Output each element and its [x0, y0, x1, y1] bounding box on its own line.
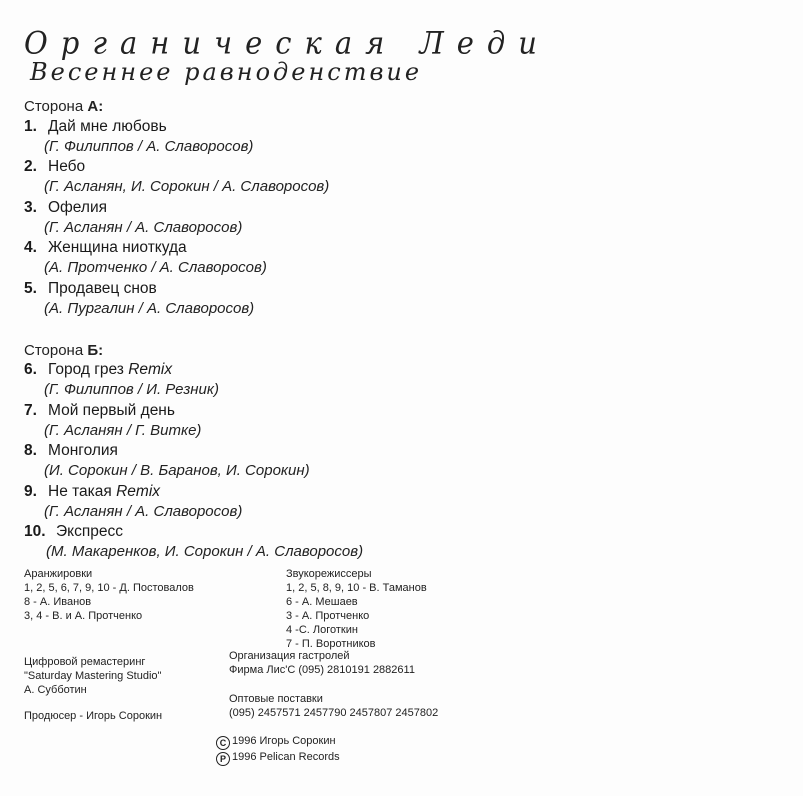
track-credit: (Г. Асланян, И. Сорокин / А. Славоросов)	[44, 178, 330, 195]
track-title-text: Дай мне любовь	[48, 118, 167, 135]
remastering-engineer: А. Субботин	[24, 684, 87, 696]
engineers-line: 1, 2, 5, 8, 9, 10 - В. Таманов	[286, 582, 427, 594]
remastering-block	[24, 655, 161, 697]
track-item	[24, 158, 624, 198]
engineers-heading: Звукорежиссеры	[286, 568, 372, 580]
engineers-line: 6 - А. Мешаев	[286, 596, 358, 608]
tour-contact: Фирма Лис'С (095) 2810191 2882611	[229, 664, 415, 676]
phonogram-text: 1996 Pelican Records	[232, 751, 340, 763]
track-title-text: Женщина ниоткуда	[48, 239, 187, 256]
album-artist-title: Органическая Леди	[24, 25, 550, 61]
track-title-text: Город грез	[48, 361, 129, 378]
engineers-line: 4 -С. Логоткин	[286, 624, 358, 636]
arrangements-line: 3, 4 - В. и А. Протченко	[24, 610, 143, 622]
track-item	[24, 199, 624, 239]
track-remix: Remix	[116, 483, 161, 500]
track-title	[48, 118, 167, 136]
track-credit: (И. Сорокин / В. Баранов, И. Сорокин)	[44, 462, 310, 479]
side-a-prefix: Сторона	[24, 98, 88, 115]
track-title	[48, 442, 118, 460]
track-number: 7.	[24, 402, 37, 419]
producer-credit: Продюсер - Игорь Сорокин	[24, 710, 163, 722]
track-number: 6.	[24, 361, 37, 378]
track-credit: (Г. Филиппов / И. Резник)	[44, 381, 219, 398]
phonogram-icon: P	[216, 752, 230, 766]
track-credit: (М. Макаренков, И. Сорокин / А. Славоросов)	[46, 543, 364, 560]
track-title-text: Не такая	[48, 483, 117, 500]
track-title	[48, 483, 160, 501]
track-credit: (Г. Асланян / Г. Витке)	[44, 422, 202, 439]
track-item	[24, 402, 624, 442]
tour-heading: Организация гастролей	[229, 650, 350, 662]
side-a-label	[24, 98, 103, 115]
track-title	[48, 402, 175, 420]
track-title-text: Офелия	[48, 199, 108, 216]
track-number: 2.	[24, 158, 37, 175]
copyright-text: 1996 Игорь Сорокин	[232, 735, 336, 747]
side-b-letter: Б:	[87, 342, 104, 359]
phonogram-line	[216, 750, 340, 766]
copyright-block	[216, 734, 340, 766]
track-credit: (А. Протченко / А. Славоросов)	[44, 259, 267, 276]
arrangements-heading: Аранжировки	[24, 568, 93, 580]
track-credit: (Г. Филиппов / А. Славоросов)	[44, 138, 254, 155]
copyright-line	[216, 734, 340, 750]
track-item	[24, 239, 624, 279]
track-number: 3.	[24, 199, 37, 216]
album-subtitle: Весеннее равноденствие	[30, 58, 423, 86]
side-b-prefix: Сторона	[24, 342, 88, 359]
side-b-label	[24, 342, 103, 359]
track-title	[48, 158, 85, 176]
track-number: 8.	[24, 442, 37, 459]
remastering-studio: "Saturday Mastering Studio"	[24, 670, 162, 682]
track-credit: (А. Пургалин / А. Славоросов)	[44, 300, 255, 317]
track-item	[24, 118, 624, 158]
track-remix: Remix	[128, 361, 173, 378]
track-item	[24, 483, 624, 523]
track-title-text: Экспресс	[56, 523, 123, 540]
track-title	[48, 239, 187, 257]
track-number: 5.	[24, 280, 37, 297]
remastering-heading: Цифровой ремастеринг	[24, 656, 146, 668]
track-title	[48, 361, 172, 379]
track-credit: (Г. Асланян / А. Славоросов)	[44, 219, 243, 236]
track-item	[24, 523, 624, 563]
track-title-text: Небо	[48, 158, 86, 175]
track-number: 1.	[24, 118, 37, 135]
side-a-letter: А:	[87, 98, 104, 115]
track-item	[24, 442, 624, 482]
copyright-icon: C	[216, 736, 230, 750]
wholesale-phones: (095) 2457571 2457790 2457807 2457802	[229, 707, 439, 719]
track-item	[24, 361, 624, 401]
wholesale-heading: Оптовые поставки	[229, 693, 323, 705]
track-credit: (Г. Асланян / А. Славоросов)	[44, 503, 243, 520]
track-number: 9.	[24, 483, 37, 500]
track-title-text: Монголия	[48, 442, 118, 459]
arrangements-line: 1, 2, 5, 6, 7, 9, 10 - Д. Постовалов	[24, 582, 194, 594]
arrangements-block	[24, 567, 194, 623]
wholesale-block	[229, 692, 438, 720]
track-title-text: Продавец снов	[48, 280, 157, 297]
producer-block	[24, 709, 162, 723]
arrangements-line: 8 - А. Иванов	[24, 596, 92, 608]
track-title	[56, 523, 123, 541]
track-number: 10.	[24, 523, 46, 540]
engineers-line: 3 - А. Протченко	[286, 610, 370, 622]
track-title	[48, 280, 157, 298]
engineers-line: 7 - П. Воротников	[286, 638, 376, 650]
tour-organization-block	[229, 649, 415, 677]
track-title-text: Мой первый день	[48, 402, 175, 419]
track-item	[24, 280, 624, 320]
track-number: 4.	[24, 239, 37, 256]
sound-engineers-block	[286, 567, 427, 651]
track-title	[48, 199, 107, 217]
